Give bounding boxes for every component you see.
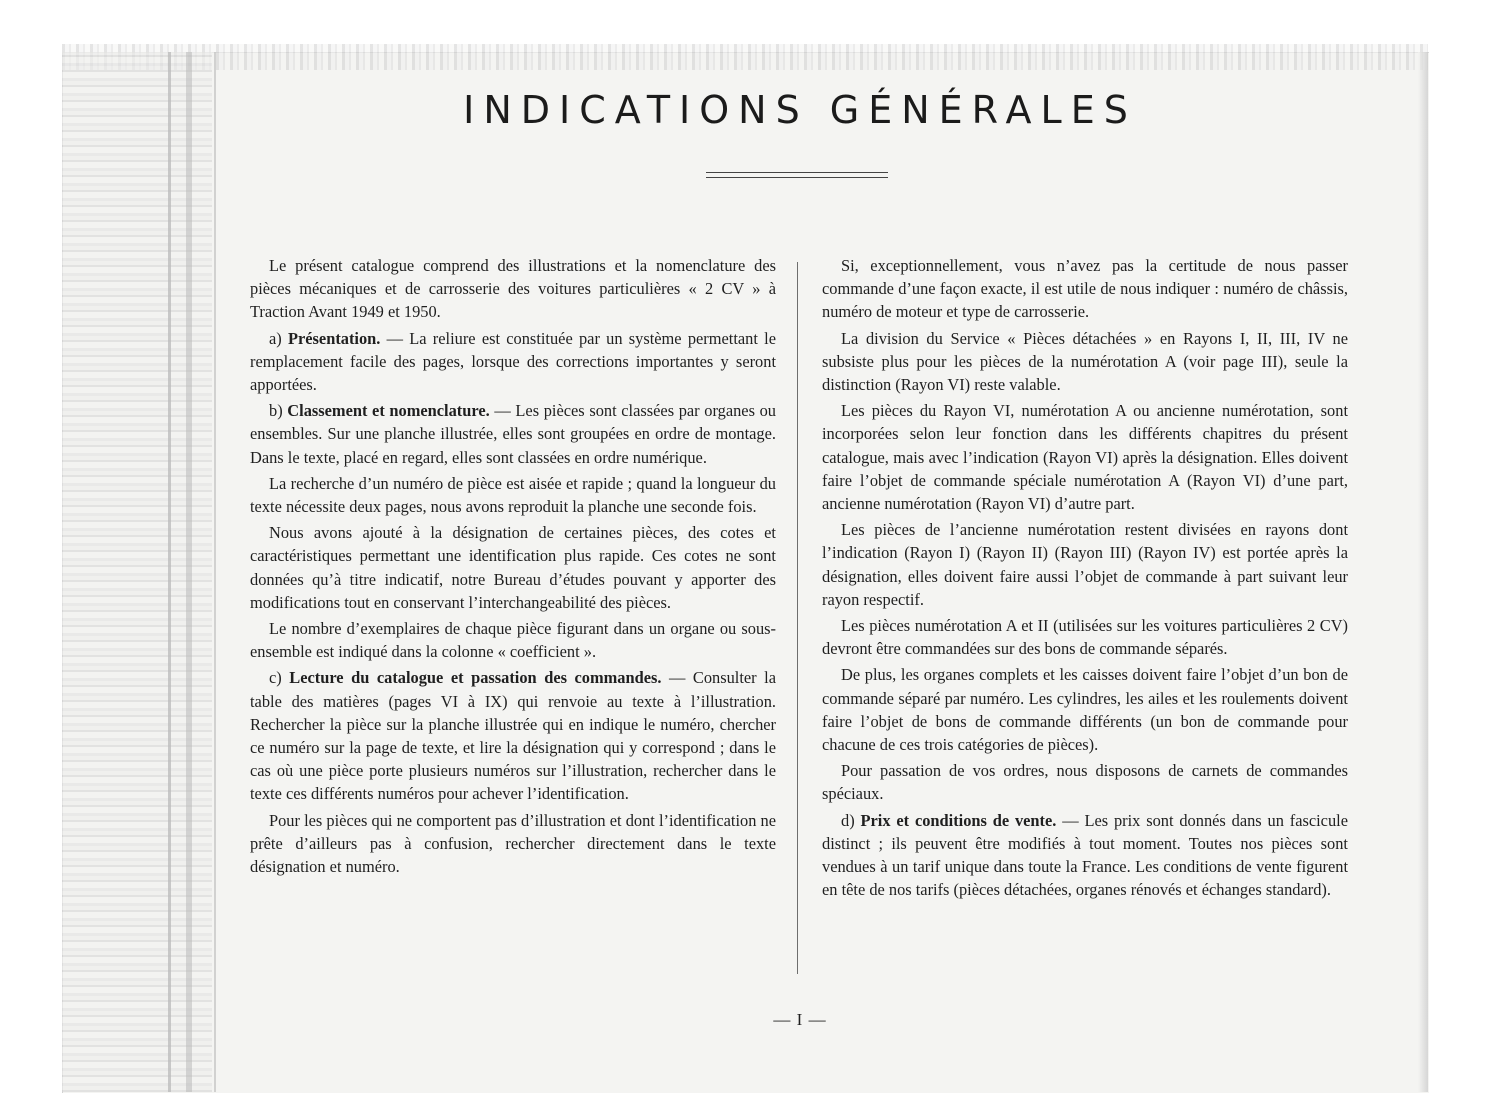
paragraph [822,254,1348,324]
paragraph-text: De plus, les organes complets et les caisses doivent faire l’objet d’un bon de commande séparé par numéro. Les cylindres, les ailes et les roulements doivent faire l’objet de bons de commande différents (un bon de commande pour chacune de ces trois catégories de pièces). [822,665,1348,755]
paragraph-text: — Consulter la table des matières (pages VI à IX) qui renvoie au texte à l’illustration. Rechercher la pièce sur la planche illustrée qui en indique le numéro, chercher ce numéro sur la page de texte, et lire la désignation qui y correspond ; dans le cas où une pièce porte plusieurs numéros sur l’illustration, rechercher dans le texte ces différents numéros pour achever l’identification. [250,668,776,804]
paragraph-prefix: a) [269,328,288,348]
paragraph [822,327,1348,397]
paragraph-text: — Les prix sont donnés dans un fascicule distinct ; ils peuvent être modifiés à tout moment. Toutes nos pièces sont vendues à un tarif unique dans toute la France. Les conditions de vente figurent en tête de nos tarifs (pièces détachées, organes rénovés et échanges standard). [822,810,1348,900]
left-column [250,254,776,881]
page-number: — I — [773,1010,827,1029]
paragraph [250,254,776,324]
paragraph-text: Nous avons ajouté à la désignation de certaines pièces, des cotes et caractéristiques permettant une identification plus rapide. Ces cotes ne sont données qu’à titre indicatif, notre Bureau d’études pouvant y apporter des modifications tout en conservant l’interchangeabilité des pièces. [250,523,776,612]
binding-line [168,52,171,1092]
paragraph [822,518,1348,611]
paragraph [250,327,776,397]
paragraph-text: Le présent catalogue comprend des illustrations et la nomenclature des pièces mécaniques et de carrosserie des voitures particulières « 2 CV » à Traction Avant 1949 et 1950. [250,256,776,322]
paragraph-text: Les pièces de l’ancienne numérotation restent divisées en rayons dont l’indication (Rayon I) (Rayon II) (Rayon III) (Rayon IV) est portée après la désignation, elles doivent faire aussi l’objet de commande à part suivant leur rayon respectif. [822,520,1348,609]
paragraph-prefix: b) [269,401,288,421]
paragraph-prefix: d) [841,810,861,830]
binding-line [214,52,216,1092]
paragraph [250,399,776,469]
paragraph-prefix: c) [269,668,290,688]
paragraph-text: — La reliure est constituée par un système permettant le remplacement facile des pages, lorsque des corrections importantes y seront apportées. [250,328,776,395]
paragraph-text: La division du Service « Pièces détachées » en Rayons I, II, III, IV ne subsiste plus pour les pièces de la numérotation A (voir page III), seule la distinction (Rayon VI) reste valable. [822,328,1348,395]
paragraph-text: Les pièces du Rayon VI, numérotation A ou ancienne numérotation, sont incorporées selon leur fonction dans les différents chapitres du présent catalogue, mais avec l’indication (Rayon VI) après la désignation. Elles doivent faire l’objet de commande spéciale numérotation A (Rayon VI) d’une part, ancienne numérotation (Rayon VI) d’autre part. [822,401,1348,514]
paragraph [250,809,776,879]
binding-line [186,52,192,1092]
paragraph-text: Pour passation de vos ordres, nous disposons de carnets de commandes spéciaux. [822,761,1348,804]
paragraph-heading: Classement et nomenclature. [287,401,490,421]
paragraph [822,614,1348,660]
paragraph-text: Les pièces numérotation A et II (utilisées sur les voitures particulières 2 CV) devront être commandées sur des bons de commande séparés. [822,616,1348,659]
paragraph [250,666,776,805]
paragraph-heading: Présentation. [287,328,381,348]
paragraph [250,617,776,663]
paragraph-text: Si, exceptionnellement, vous n’avez pas la certitude de nous passer commande d’une façon exacte, il est utile de nous indiquer : numéro de châssis, numéro de moteur et type de carrosserie. [822,256,1348,322]
page-title: INDICATIONS GÉNÉRALES [463,88,1137,132]
paragraph [250,521,776,614]
title-double-rule [706,172,888,178]
paragraph-heading: Lecture du catalogue et passation des commandes. [289,668,662,688]
paragraph-text: Le nombre d’exemplaires de chaque pièce figurant dans un organe ou sous-ensemble est indiqué dans la colonne « coefficient ». [250,619,776,662]
paragraph-text: Pour les pièces qui ne comportent pas d’illustration et dont l’identification ne prête d’ailleurs pas à confusion, rechercher directement dans le texte désignation et numéro. [250,810,776,877]
scan-edge-top [62,44,1428,70]
paragraph [822,809,1348,902]
column-divider [797,262,798,974]
paragraph-text: — Les pièces sont classées par organes ou ensembles. Sur une planche illustrée, elles sont groupées en ordre de montage. Dans le texte, placé en regard, elles sont classées en ordre numérique. [250,401,776,467]
scan-edge-right [1418,52,1428,1092]
paragraph [822,759,1348,805]
paragraph [822,663,1348,756]
paragraph [822,399,1348,515]
paragraph-text: La recherche d’un numéro de pièce est aisée et rapide ; quand la longueur du texte nécessite deux pages, nous avons reproduit la planche une seconde fois. [250,473,776,517]
paragraph-heading: Prix et conditions de vente. [860,810,1057,830]
right-column [822,254,1348,904]
paragraph [250,472,776,518]
